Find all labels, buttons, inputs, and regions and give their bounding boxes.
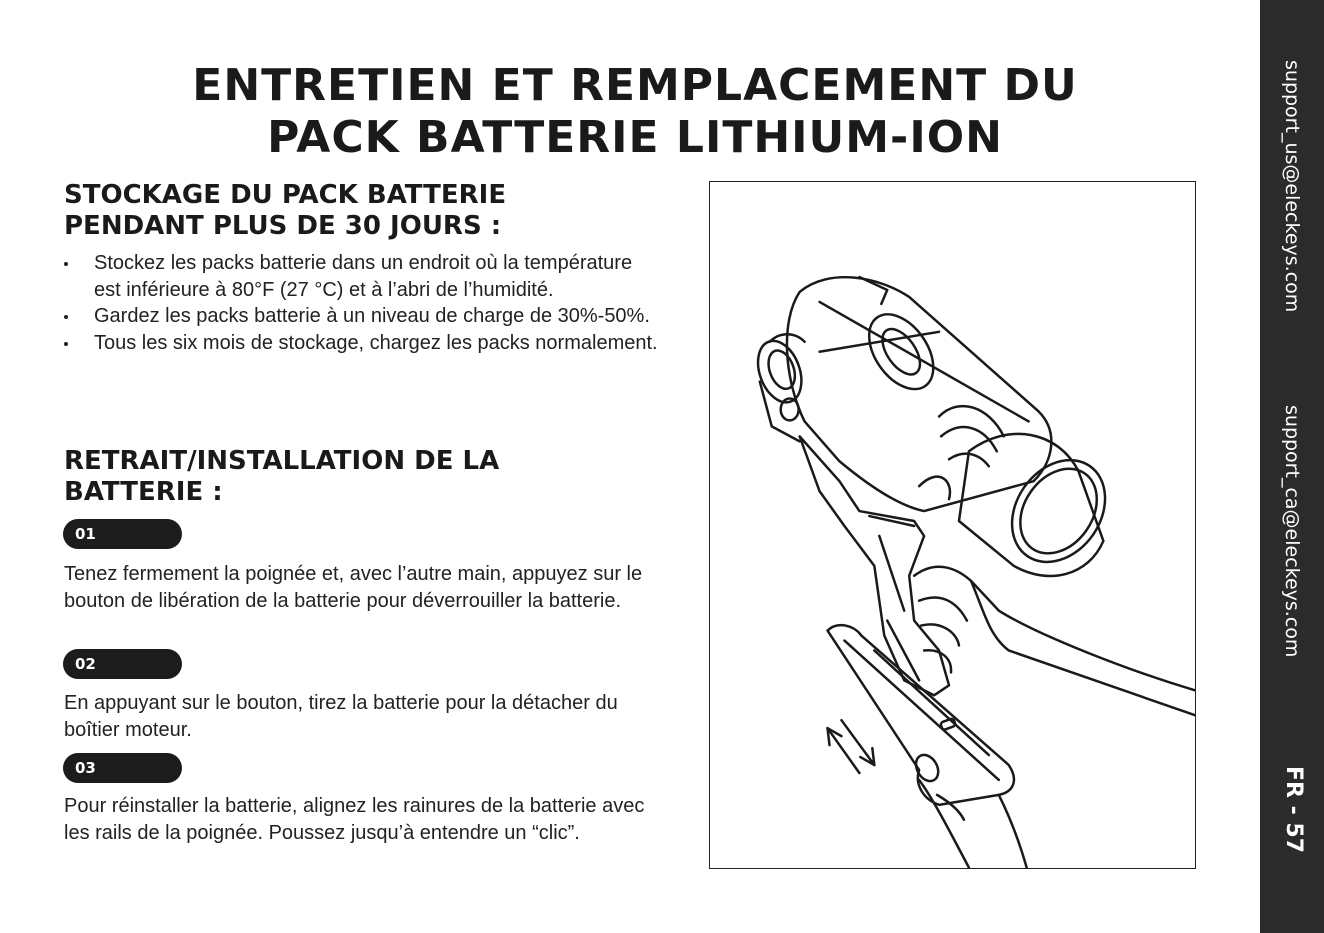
removal-heading [64,446,499,508]
bullet-dot-icon [64,262,68,266]
step-badge-02: 02 [63,649,182,679]
page-number: FR - 57 [1281,766,1306,854]
support-email-ca: support_ca@eleckeys.com [1281,405,1303,658]
storage-bullet-text: Stockez les packs batterie dans un endroit où la température est inférieure à 80°F (27 °C) et à l’abri de l’humidité. [94,252,633,301]
storage-heading-line1: STOCKAGE DU PACK BATTERIE [64,180,507,210]
nozzle-cylinder [959,434,1124,580]
battery-removal-illustration [709,181,1196,869]
step-text-02: En appuyant sur le bouton, tirez la batterie pour la détacher du boîtier moteur. [64,692,618,741]
dust-bin-canister [787,277,1051,511]
storage-bullet-list [64,250,664,356]
bullet-dot-icon [64,342,68,346]
storage-bullet-text: Tous les six mois de stockage, chargez les packs normalement. [94,331,658,354]
removal-heading-line1: RETRAIT/INSTALLATION DE LA [64,446,500,476]
storage-bullet [64,303,664,330]
removal-heading-line2: BATTERIE : [64,477,223,507]
page-title-line1: ENTRETIEN ET REMPLACEMENT DU [192,60,1078,111]
battery-pack [828,625,1014,805]
handle-body [800,436,949,695]
hand-on-handle [914,567,1195,715]
step-badge-03: 03 [63,753,182,783]
page-title [100,60,1170,164]
step-text-01: Tenez fermement la poignée et, avec l’autre main, appuyez sur le bouton de libération de la batterie pour déverrouiller la batterie. [64,563,643,612]
bullet-dot-icon [64,315,68,319]
hand-on-battery [919,780,1027,868]
storage-bullet [64,330,664,357]
storage-heading [64,180,506,242]
motor-ring [750,334,809,441]
storage-bullet-text: Gardez les packs batterie à un niveau de charge de 30%-50%. [94,305,650,327]
step-badge-01: 01 [63,519,182,549]
storage-bullet [64,250,664,303]
step-text-03: Pour réinstaller la batterie, alignez les rainures de la batterie avec les rails de la poignée. Poussez jusqu’à entendre un “clic”. [64,795,645,844]
storage-heading-line2: PENDANT PLUS DE 30 JOURS : [64,211,502,241]
push-pull-arrows-icon [828,720,875,773]
support-email-us: support_us@eleckeys.com [1281,60,1303,313]
page-title-line2: PACK BATTERIE LITHIUM-ION [267,112,1003,163]
